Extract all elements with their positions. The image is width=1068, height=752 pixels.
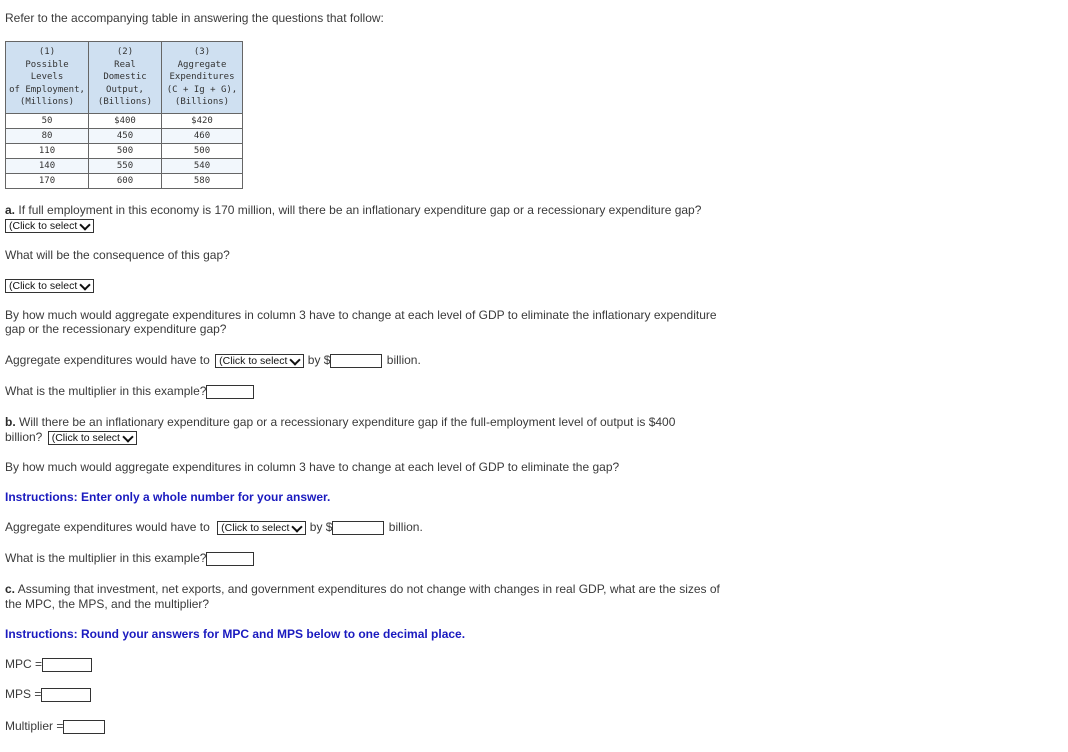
part-b-multiplier-row: [5, 551, 254, 566]
table-header-col1: [6, 42, 89, 114]
part-c-question-text: Assuming that investment, net exports, and government expenditures do not change with changes in real GDP, what are the sizes of: [17, 582, 720, 596]
part-a-multiplier-input[interactable]: [206, 385, 254, 399]
part-a-question-text: If full employment in this economy is 170 million, will there be an inflationary expenditure gap or a recessionary expenditure gap?: [18, 203, 702, 217]
billion-label: billion.: [386, 353, 421, 367]
part-b-question-line2: [5, 430, 137, 445]
header-line: (2): [116, 47, 134, 58]
dropdown-label: (Click to select: [9, 219, 78, 232]
table-cell: 80: [6, 129, 89, 144]
header-line: Aggregate: [177, 59, 227, 70]
part-b-change-question: By how much would aggregate expenditures in column 3 have to change at each level of GDP to eliminate the gap?: [5, 460, 620, 474]
ae-amount-input-b[interactable]: [332, 521, 384, 535]
header-line: of Employment,: [9, 84, 85, 95]
mps-label: MPS =: [5, 687, 42, 701]
table-cell: 550: [89, 159, 162, 174]
part-b-label: b.: [5, 415, 16, 429]
table-cell: 580: [162, 174, 243, 189]
header-line: Output,: [106, 84, 144, 95]
dropdown-label: (Click to select: [51, 431, 120, 444]
header-line: Expenditures: [169, 72, 235, 83]
chevron-down-icon: [122, 431, 133, 442]
change-question-line1: By how much would aggregate expenditures in column 3 have to change at each level of GDP to eliminate the inflationary expenditure: [5, 308, 717, 322]
header-line: Domestic: [103, 72, 147, 83]
mps-row: [5, 687, 91, 702]
header-line: (1): [38, 47, 56, 58]
consequence-dropdown[interactable]: [5, 279, 94, 293]
intro-text: Refer to the accompanying table in answering the questions that follow:: [5, 11, 384, 25]
ae-amount-input[interactable]: [330, 354, 382, 368]
part-b-multiplier-input[interactable]: [206, 552, 254, 566]
consequence-select[interactable]: [5, 278, 94, 293]
mpc-label: MPC =: [5, 657, 43, 671]
change-question-line2: gap or the recessionary expenditure gap?: [5, 322, 227, 336]
multiplier-question: What is the multiplier in this example?: [5, 384, 207, 398]
multiplier-input[interactable]: [63, 720, 105, 734]
part-a-question: [5, 203, 701, 218]
by-dollar-label: by $: [309, 520, 333, 534]
table-cell: 50: [6, 114, 89, 129]
header-line: (3): [193, 47, 211, 58]
part-b-ae-row: [5, 520, 423, 535]
dropdown-label: (Click to select: [221, 521, 290, 534]
dropdown-label: (Click to select: [219, 354, 288, 367]
ae-direction-dropdown-b[interactable]: [217, 521, 306, 535]
table-cell: 170: [6, 174, 89, 189]
header-line: Levels: [30, 72, 64, 83]
part-b-question-text: Will there be an inflationary expenditure gap or a recessionary expenditure gap if the full-employment level of output is $400: [19, 415, 676, 429]
header-line: Real: [114, 59, 136, 70]
table-cell: $400: [89, 114, 162, 129]
part-a-label: a.: [5, 203, 16, 217]
table-row: [6, 174, 243, 189]
header-line: Possible: [25, 59, 69, 70]
by-dollar-label: by $: [307, 353, 331, 367]
table-cell: 110: [6, 144, 89, 159]
part-b-question-line1: [5, 415, 675, 430]
table-cell: 500: [162, 144, 243, 159]
ae-prefix: Aggregate expenditures would have to: [5, 353, 210, 367]
table-cell: 460: [162, 129, 243, 144]
ae-prefix: Aggregate expenditures would have to: [5, 520, 210, 534]
table-cell: 450: [89, 129, 162, 144]
part-a-gap-select[interactable]: [5, 218, 94, 233]
table-cell: 140: [6, 159, 89, 174]
part-b-gap-dropdown[interactable]: [48, 431, 137, 445]
billion-label: billion.: [388, 520, 423, 534]
table-header-row: [6, 42, 243, 114]
part-c-question-line2: the MPC, the MPS, and the multiplier?: [5, 597, 210, 611]
chevron-down-icon: [80, 279, 91, 290]
chevron-down-icon: [80, 219, 91, 230]
mps-input[interactable]: [41, 688, 91, 702]
gap-type-dropdown[interactable]: [5, 219, 94, 233]
multiplier-question: What is the multiplier in this example?: [5, 551, 207, 565]
part-b-instructions: Instructions: Enter only a whole number for your answer.: [5, 490, 331, 504]
table-cell: $420: [162, 114, 243, 129]
multiplier-row: [5, 719, 105, 734]
data-table: [5, 41, 243, 189]
table-row: [6, 114, 243, 129]
header-line: (Billions): [97, 97, 153, 108]
table-cell: 600: [89, 174, 162, 189]
header-line: (Millions): [19, 97, 75, 108]
part-a-multiplier-row: [5, 384, 254, 399]
part-c-instructions: Instructions: Round your answers for MPC and MPS below to one decimal place.: [5, 627, 466, 641]
part-c-question-line1: [5, 582, 720, 597]
chevron-down-icon: [292, 521, 303, 532]
consequence-question: What will be the consequence of this gap?: [5, 248, 230, 262]
table-cell: 500: [89, 144, 162, 159]
mpc-input[interactable]: [42, 658, 92, 672]
chevron-down-icon: [290, 354, 301, 365]
mpc-row: [5, 657, 92, 672]
table-header-col2: [89, 42, 162, 114]
table-cell: 540: [162, 159, 243, 174]
part-b-question-text2: billion?: [5, 430, 43, 444]
part-a-ae-row: [5, 353, 421, 368]
header-line: (C + Ig + G),: [166, 84, 238, 95]
table-header-col3: [162, 42, 243, 114]
multiplier-label: Multiplier =: [5, 719, 64, 733]
dropdown-label: (Click to select: [9, 279, 78, 292]
ae-direction-dropdown[interactable]: [215, 354, 304, 368]
header-line: (Billions): [174, 97, 230, 108]
table-row: [6, 159, 243, 174]
part-c-label: c.: [5, 582, 16, 596]
table-row: [6, 129, 243, 144]
table-row: [6, 144, 243, 159]
